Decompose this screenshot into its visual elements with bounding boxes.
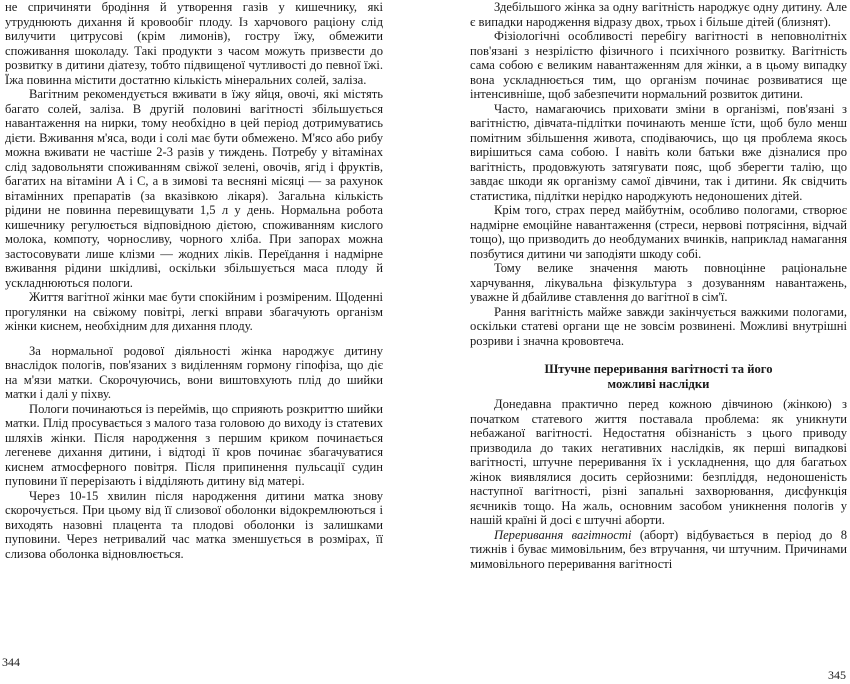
right-paragraph-1: Здебільшого жінка за одну вагітність народжує одну дитину. Але є випадки народження відразу двох, трьох і більше дітей (близнят). [470, 0, 847, 29]
left-paragraph-3: Життя вагітної жінки має бути спокійним і розміреним. Щоденні прогулянки на свіжому повітрі, легкі вправи збагачують організм жінки киснем, необхідним для дихання плоду. [5, 290, 383, 333]
right-paragraph-6: Рання вагітність майже завжди закінчується важкими пологами, оскільки статеві органи ще не зовсім розвинені. Можливі внутрішні розриви і значна крововтеча. [470, 304, 847, 348]
right-paragraph-8 [470, 528, 847, 572]
abortion-term: Переривання вагітності [494, 527, 632, 542]
page-number-right: 345 [828, 668, 846, 682]
right-paragraph-2: Фізіологічні особливості перебігу вагітності в неповнолітніх пов'язані з незрілістю фізичного і психічного розвитку. Вагітність сама собою є великим навантаженням для жінки, а в цьому випадку вона ускладнюється тим, що організм починає розвиватися ще інтенсивніше, щоб забезпечити нормальний розвиток дитини. [470, 29, 847, 101]
left-page-text [5, 0, 383, 561]
left-paragraph-6: Через 10-15 хвилин після народження дитини матка знову скорочується. При цьому від її слизової оболонки відокремлюються і виходять назовні плацента та плодові оболонки із залишками пуповини. Через нетривалий час матка зменшується в розмірах, її слизова оболонка відновлюється. [5, 488, 383, 561]
left-paragraph-2: Вагітним рекомендується вживати в їжу яйця, овочі, які містять багато солей, заліза. В другій половині вагітності збільшується навантаження на нирки, тому необхідно в цей період дотримуватись дієти. Вживання м'яса, води і солі має бути обмежено. М'ясо або рибу можна вживати не частіше 2-3 разів у тиждень. Потребу у вітамінах слід задовольняти споживанням свіжої зелені, овочів, ягід і фруктів, багатих на вітаміни А і С, а в зимові та весняні місяці — за рахунок вітамінних препаратів (за вказівкою лікаря). Загальна кількість рідини не повинна перевищувати 1,5 л у день. Нормальна робота кишечнику регулюється відповідною дієтою, споживанням кислого молока, компоту, чорносливу, чорного хліба. При запорах можна застосовувати лише клізми — жодних ліків. Переїдання і надмірне вживання рідини шкідливі, оскільки збільшується маса плоду й ускладнюються пологи. [5, 87, 383, 290]
right-paragraph-3: Часто, намагаючись приховати зміни в організмі, пов'язані з вагітністю, дівчата-підлітки починають менше їсти, щоб було менш помітним збільшення живота, сподіваючись, що ця проблема якось вирішиться сама собою. І навіть коли батьки вже дізналися про вагітність, продовжують затягувати пояс, щоб зберегти талію, що завдає шкоди як організму самої дівчини, так і дитини. Як свідчить статистика, підлітки нерідко народжують недоношених дітей. [470, 101, 847, 203]
left-paragraph-1: не спричиняти бродіння й утворення газів у кишечнику, які утруднюють дихання й кровообіг плоду. Із харчового раціону слід вилучити цитрусові (крім лимонів), гостру їжу, обмежити споживання шоколаду. Такі продукти з часом можуть призвести до розвитку в дитини діатезу, тобто підвищеної чутливості до певної їжі. Їжа повинна містити достатню кількість мінеральних солей, заліза. [5, 0, 383, 87]
right-paragraph-7: Донедавна практично перед кожною дівчиною (жінкою) з початком статевого життя поставала проблема: як уникнути небажаної вагітності. Недостатня обізнаність з цього приводу призводила до таких негативних наслідків, як перші випадкові вагітності, штучне переривання їх і ускладнення, що для багатьох жінок виявлялися досить серйозними: безпліддя, недоношеність наступної вагітності, різні запальні захворювання, дисфункція яєчників тощо. На жаль, основним засобом уникнення пологів у нашій країні й досі є штучні аборти. [470, 397, 847, 527]
right-page-text [470, 0, 847, 571]
section-heading-line-1: Штучне переривання вагітності та його [544, 362, 773, 376]
right-paragraph-8-rest: (аборт) відбувається в період до 8 тижнів і буває мимовільним, без втручання, чи штучним. Причинами мимовільного переривання вагітності [470, 527, 847, 571]
right-paragraph-5: Тому велике значення мають повноцінне раціональне харчування, лікувальна фізкультура з дозуванням навантажень, уважне й дбайливе ставлення до вагітної в сім'ї. [470, 261, 847, 304]
section-heading-line-2: можливі наслідки [607, 376, 710, 391]
section-heading [470, 362, 847, 391]
left-paragraph-5: Пологи починаються із переймів, що сприяють розкриттю шийки матки. Плід просувається з малого таза головою до виходу із статевих шляхів жінки. Після народження з першим криком починається легеневе дихання дитини, і відтоді її кров починає збагачуватися киснем атмосферного повітря. Після припинення пульсації судин пуповини її перерізають і відділяють дитину від матері. [5, 401, 383, 488]
right-paragraph-4: Крім того, страх перед майбутнім, особливо пологами, створює надмірне емоційне навантаження (стреси, нервові потрясіння, відчай тощо), що призводить до необдуманих вчинків, наприклад намагання позбутися дитини чи заподіяти шкоду собі. [470, 203, 847, 261]
page-number-left: 344 [2, 655, 20, 669]
left-paragraph-4: За нормальної родової діяльності жінка народжує дитину внаслідок пологів, пов'язаних з виділенням гормону гіпофіза, що діє на м'язи матки. Скорочуючись, вони виштовхують плід до шийки матки і далі у піхву. [5, 343, 383, 401]
